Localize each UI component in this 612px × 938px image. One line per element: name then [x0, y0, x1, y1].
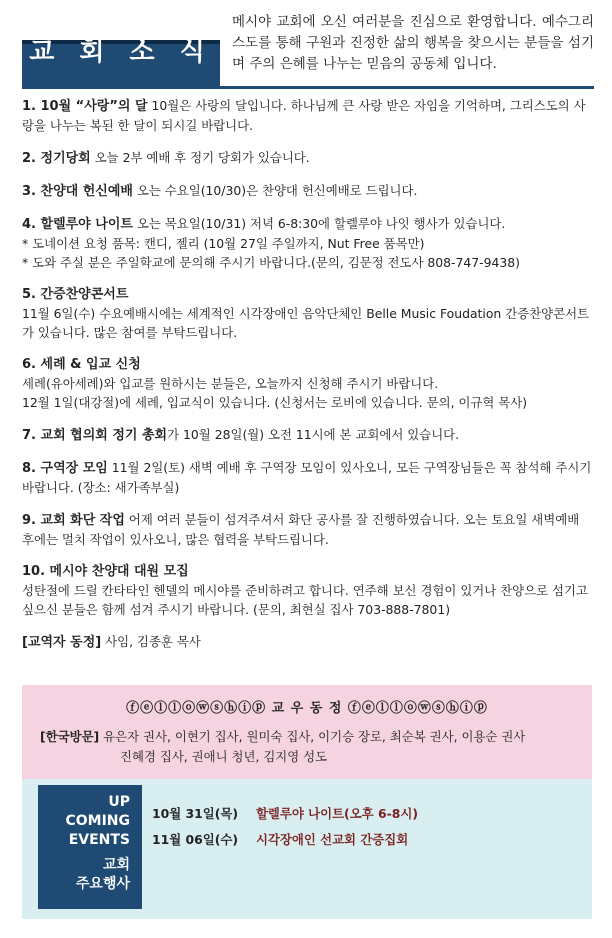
page-title: 교 회 소 식 [29, 37, 213, 67]
announcement-heading: 1. 10월 “사랑”의 달 [22, 99, 148, 114]
header [22, 12, 594, 84]
announcement-item [22, 510, 594, 549]
announcement-body: 세례(유아세례)와 입교를 원하시는 분들은, 오늘까지 신청해 주시기 바랍니다. [22, 376, 439, 391]
fellowship-names-continued: 진혜경 집사, 권애니 청년, 김지영 성도 [120, 749, 328, 764]
events-label-line: EVENTS [68, 832, 130, 848]
fellowship-row [40, 727, 525, 747]
announcement-note: 12월 1일(대강절)에 세례, 입교식이 있습니다. (신청서는 로비에 있습니다. 문의, 이규혁 목사) [22, 395, 528, 410]
event-description: 시각장애인 선교회 간증집회 [255, 832, 409, 847]
announcement-body: 성탄절에 드릴 칸타타인 헨델의 메시야를 준비하려고 합니다. 연주해 보신 경험이 있거나 찬양으로 섬기고 싶으신 분들은 함께 섬겨 주시기 바랍니다. (문의, 최현실 집사 703-888-7801) [22, 583, 588, 617]
announcement-heading: 3. 찬양대 헌신예배 [22, 184, 133, 199]
fellowship-title: ⓕⓔⓛⓛⓞⓦⓢⓗⓘⓟ 교 우 동 정 ⓕⓔⓛⓛⓞⓦⓢⓗⓘⓟ [126, 701, 488, 716]
event-row [152, 827, 418, 853]
announcement-item [22, 214, 594, 272]
header-divider [22, 86, 594, 89]
announcement-item [22, 285, 594, 342]
announcement-heading: 8. 구역장 모임 [22, 461, 108, 476]
events-list [152, 801, 418, 853]
announcement-item [22, 148, 594, 168]
announcement-item [22, 355, 594, 412]
title-banner [22, 37, 220, 86]
announcement-item [22, 562, 594, 619]
announcement-body: 어제 여러 분들이 섬겨주셔서 화단 공사를 잘 진행하였습니다. 오는 토요일 새벽예배 후에는 멀치 작업이 있사오니, 많은 협력을 부탁드립니다. [22, 512, 580, 547]
announcement-heading: [교역자 동정] [22, 635, 102, 650]
fellowship-label: [한국방문] [40, 729, 100, 744]
announcement-heading: 10. 메시야 찬양대 대원 모집 [22, 564, 189, 579]
fellowship-names: 유은자 권사, 이현기 집사, 원미숙 집사, 이기승 장로, 최순복 권사, 이용순 권사 [103, 729, 526, 744]
announcement-heading: 5. 간증찬양콘서트 [22, 287, 129, 302]
announcement-body: 11월 2일(토) 새벽 예배 후 구역장 모임이 있사오니, 모든 구역장님들은 꼭 참석해 주시기 바랍니다. (장소: 새가족부실) [22, 460, 592, 495]
announcements-list [22, 96, 594, 665]
announcement-heading: 6. 세례 & 입교 신청 [22, 357, 141, 372]
announcement-item [22, 458, 594, 497]
event-row [152, 801, 418, 827]
events-label-line: 교회 [102, 857, 130, 873]
events-label-line: COMING [65, 813, 130, 829]
announcement-body: 오는 수요일(10/30)은 찬양대 헌신예배로 드립니다. [136, 183, 418, 198]
announcement-heading: 4. 할렐루야 나이트 [22, 217, 133, 232]
announcement-body: 10월은 사랑의 달입니다. 하나님께 큰 사랑 받은 자임을 기억하며, 그리스도의 사랑을 나누는 복된 한 달이 되시길 바랍니다. [22, 98, 586, 133]
fellowship-section [22, 685, 592, 779]
announcement-item [22, 181, 594, 201]
announcement-body: 11월 6일(수) 수요예배시에는 세계적인 시각장애인 음악단체인 Belle Music Foudation 간증찬양콘서트가 있습니다. 많은 참여를 부탁드립니다. [22, 306, 590, 340]
welcome-text: 메시야 교회에 오신 여러분을 진심으로 환영합니다. 예수그리스도를 통해 구원과 진정한 삶의 행복을 찾으시는 분들을 섬기며 주의 은혜를 나누는 믿음의 공동체 입니다. [232, 14, 594, 72]
announcement-body: 오늘 2부 예배 후 정기 당회가 있습니다. [94, 150, 310, 165]
announcement-item [22, 425, 594, 445]
event-date: 10월 31일(목) [152, 806, 239, 821]
event-date: 11월 06일(수) [152, 832, 239, 847]
announcement-item [22, 632, 594, 652]
event-description: 할렐루야 나이트(오후 6-8시) [255, 806, 418, 821]
events-label-box [38, 785, 142, 909]
announcement-body: 가 10월 28일(월) 오전 11시에 본 교회에서 있습니다. [167, 427, 460, 442]
announcement-item [22, 96, 594, 135]
announcement-note: * 도와 주실 분은 주일학교에 문의해 주시기 바랍니다.(문의, 김문정 전도사 808-747-9438) [22, 255, 521, 270]
announcement-heading: 9. 교회 화단 작업 [22, 513, 125, 528]
events-label-line: UP [108, 794, 130, 810]
announcement-note: * 도네이션 요청 품목: 캔디, 젤리 (10월 27일 주일까지, Nut Free 품목만) [22, 236, 425, 251]
announcement-heading: 7. 교회 협의회 정기 총회 [22, 428, 168, 443]
events-label-line: 주요행사 [75, 876, 130, 892]
announcement-body: 오는 목요일(10/31) 저녁 6-8:30에 할렐루야 나잇 행사가 있습니다. [136, 216, 506, 231]
announcement-body: 사임, 김종훈 목사 [105, 634, 201, 649]
events-section [22, 779, 592, 919]
announcement-heading: 2. 정기당회 [22, 151, 91, 166]
